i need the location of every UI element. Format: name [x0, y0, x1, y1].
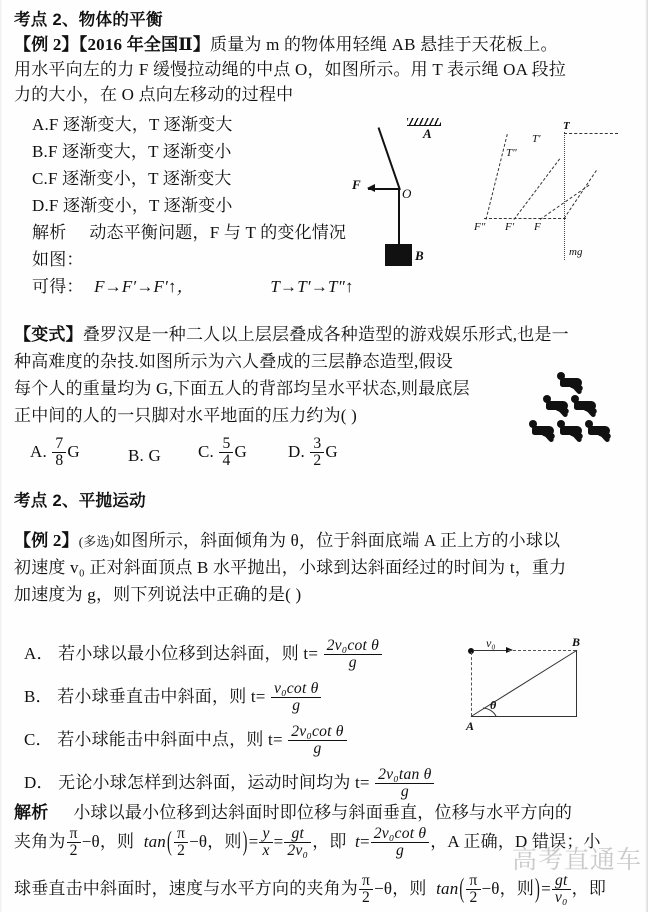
page-left-edge — [0, 0, 2, 912]
label-point-b: B — [415, 248, 424, 263]
solution-line2: 夹角为 $\frac{\pi}{2}$ −θ，则 tan( $\frac{\pi}{2}$ −θ，则)= $\frac{y}{x}$ = $\frac{gt}{\text{2v₀}}$ ，即 t= $\frac{\text{2v₀cot θ}}{g}$ ，A 正确，D 错误；小 — [14, 826, 601, 860]
option-d[interactable]: D.F 逐渐变小，T 逐渐变小 — [32, 196, 233, 215]
example-source: 【2016 年全国Ⅱ】 — [78, 35, 211, 54]
solution-p3-tail: ，即 — [571, 878, 607, 898]
projectile-option-a-letter: A． — [24, 643, 54, 663]
option-b[interactable]: B.F 逐渐变大，T 逐渐变小 — [32, 142, 232, 161]
pyramid-person-bottom-right — [584, 420, 611, 445]
variant-tag: 【变式】 — [14, 325, 83, 344]
fraction-pi-over-two-d: $\frac{\pi}{2}$ — [466, 873, 480, 907]
figure-rope-and-block — [352, 118, 486, 268]
projectile-option-a[interactable] — [24, 638, 383, 672]
solution-text1: 小球以最小位移到达斜面时即位移与斜面垂直，位移与水平方向的 — [73, 803, 573, 822]
projectile-multi-tag: (多选) — [78, 534, 115, 549]
label-vector-t-double-prime: T″ — [506, 147, 517, 159]
variant-line2: 种高难度的杂技.如图所示为六人叠成的三层静态造型,假设 — [14, 352, 453, 371]
label-vector-t: T — [563, 120, 570, 132]
fraction-pi-over-two-b: $\frac{\pi}{2}$ — [174, 826, 188, 860]
solution-p3-pre: 球垂直击中斜面时，速度与水平方向的夹角为 — [14, 878, 358, 898]
analysis-text-1: 动态平衡问题，F 与 T 的变化情况 — [89, 223, 347, 242]
projectile-example-tag: 【例 2】 — [14, 531, 79, 550]
label-vector-mg: mg — [569, 246, 583, 258]
label-vector-f-double-prime: F″ — [474, 221, 486, 233]
solution-p3-mid: −θ，则 — [374, 878, 427, 898]
solution-tan-label-2: tan — [436, 878, 459, 898]
formula-c-fraction: $\frac{\text{2v₀cot θ}}{g}$ — [288, 724, 346, 758]
result-label: 可得： — [32, 277, 84, 296]
force-f-arrowhead-icon — [367, 184, 375, 192]
label-point-o: O — [402, 186, 412, 201]
label-force-f: F — [352, 177, 361, 192]
section-heading-equilibrium: 考点 2、物体的平衡 — [14, 11, 163, 29]
projectile-stem-line1 — [14, 528, 639, 554]
variant-option-d-letter: D. — [288, 441, 305, 461]
vertical-dashed-line — [471, 652, 472, 716]
projectile-stem-text1: 如图所示，斜面倾角为 θ，位于斜面底端 A 正上方的小球以 — [114, 531, 561, 550]
section-heading-projectile: 考点 2、平抛运动 — [14, 492, 146, 510]
label-incline-theta: θ — [490, 698, 497, 712]
variant-text1: 叠罗汉是一种二人以上层层叠成各种造型的游戏娱乐形式,也是一 — [82, 325, 569, 344]
fraction-y-over-x: $\frac{y}{x}$ — [259, 826, 272, 860]
figure-vector-triangle — [470, 120, 640, 270]
label-incline-a: A — [466, 719, 475, 733]
paren-close-icon: ) — [242, 827, 248, 858]
formula-a-fraction: $\frac{\text{2v₀cot θ}}{g}$ — [324, 638, 382, 672]
analysis-line2: 如图： — [32, 250, 84, 269]
solution-then: ，即 — [312, 831, 347, 851]
solution-theta-term: −θ，则 — [189, 831, 242, 851]
projectile-option-b-letter: B． — [24, 686, 53, 706]
variant-option-c-unit: G — [234, 441, 247, 461]
projectile-option-a-text: 若小球以最小位移到达斜面，则 t= — [58, 643, 319, 663]
example-tag: 【例 2】 — [14, 35, 79, 54]
horizontal-dashed-line — [508, 650, 576, 651]
fraction-pi-over-two-a: $\frac{\pi}{2}$ — [67, 826, 81, 860]
projectile-option-b[interactable] — [24, 681, 322, 715]
example-stem-text1: 质量为 m 的物体用轻绳 AB 悬挂于天花板上。 — [210, 35, 558, 54]
vector-top-dashed — [564, 133, 618, 134]
vector-mg-line — [564, 132, 565, 260]
variant-option-b-letter: B. — [128, 446, 144, 465]
pyramid-person-bottom-left — [528, 420, 555, 445]
solution-line3: 球垂直击中斜面时，速度与水平方向的夹角为 $\frac{\pi}{2}$ −θ，则 tan( $\frac{\pi}{2}$ −θ，则)= $\frac{gt}{\text{v₀}}$ ，即 — [14, 873, 606, 907]
paren-close-icon-2: ) — [535, 874, 541, 905]
paren-open-icon: ( — [167, 827, 173, 858]
variant-option-b-unit: G — [148, 446, 161, 465]
variant-option-d-unit: G — [325, 441, 338, 461]
result-tension-chain: T→T′→T″↑ — [270, 277, 354, 296]
hanging-block — [385, 244, 412, 266]
solution-line1 — [14, 800, 644, 825]
label-vector-t-prime: T′ — [532, 133, 541, 145]
analysis-line1 — [32, 220, 346, 245]
pyramid-person-top — [556, 372, 583, 397]
fraction-t-solution: $\frac{\text{2v₀cot θ}}{g}$ — [371, 826, 429, 860]
label-initial-velocity: v₀ — [486, 636, 496, 650]
site-watermark: 高考直通车 — [511, 846, 642, 874]
label-vector-f: F — [534, 221, 541, 233]
result-force-chain: F→F′→F′↑， — [94, 277, 194, 296]
variant-option-c[interactable] — [198, 436, 247, 470]
fraction-gt-over-v0: $\frac{gt}{\text{v₀}}$ — [552, 873, 571, 907]
variant-option-d[interactable] — [288, 436, 338, 470]
fraction-seven-eighths: $\frac{7}{8}$ — [52, 436, 66, 470]
figure-human-pyramid — [524, 372, 634, 450]
projectile-option-d[interactable] — [24, 767, 435, 801]
paren-open-icon-2: ( — [459, 874, 465, 905]
projectile-option-c-letter: C． — [24, 729, 53, 749]
solution-p2-mid: −θ，则 — [81, 831, 135, 851]
formula-d-fraction: $\frac{\text{2v₀tan θ}}{g}$ — [375, 767, 434, 801]
projectile-option-d-letter: D． — [24, 772, 54, 792]
solution-label: 解析 — [14, 803, 49, 822]
pyramid-person-mid-left — [542, 395, 569, 420]
formula-b-fraction: $\frac{\text{v₀cot θ}}{g}$ — [271, 681, 321, 715]
variant-line4: 正中间的人的一只脚对水平地面的压力约为( ) — [14, 406, 357, 425]
solution-theta-term-2: −θ，则 — [481, 878, 535, 898]
variant-option-a[interactable] — [30, 436, 80, 470]
pyramid-person-mid-right — [570, 395, 597, 420]
projectile-option-c-text: 若小球能击中斜面中点，则 t= — [57, 729, 283, 749]
option-c[interactable]: C.F 逐渐变小，T 逐渐变大 — [32, 169, 232, 188]
fraction-gt-over-2v0: $\frac{gt}{\text{2v₀}}$ — [284, 826, 311, 860]
analysis-label-1: 解析 — [32, 223, 67, 242]
option-a[interactable]: A.F 逐渐变大，T 逐渐变大 — [32, 115, 233, 134]
vector-right-dashed — [564, 170, 597, 219]
variant-line3: 每个人的重量均为 G,下面五人的背部均呈水平状态,则最底层 — [14, 379, 470, 398]
example-stem-line2: 用水平向左的力 F 缓慢拉动绳的中点 O，如图所示。用 T 表示绳 OA 段拉 — [14, 60, 566, 79]
projectile-stem-line2: 初速度 v₀ 正对斜面顶点 B 水平抛出，小球到达斜面经过的时间为 t，重力 — [14, 558, 567, 577]
variant-option-b[interactable] — [128, 443, 161, 468]
solution-tan-label: tan — [143, 831, 167, 851]
incline-right-side — [576, 650, 577, 717]
result-line — [32, 274, 354, 299]
solution-p2-pre: 夹角为 — [14, 831, 66, 851]
projectile-option-d-text: 无论小球怎样到达斜面，运动时间均为 t= — [58, 772, 370, 792]
variant-option-a-unit: G — [67, 441, 80, 461]
projectile-option-b-text: 若小球垂直击中斜面，则 t= — [57, 686, 266, 706]
pyramid-person-bottom-center — [556, 420, 583, 445]
fraction-three-halves: $\frac{3}{2}$ — [310, 436, 324, 470]
vector-baseline — [484, 218, 566, 219]
variant-option-c-letter: C. — [198, 441, 214, 461]
example-stem-line3: 力的大小，在 O 点向左移动的过程中 — [14, 85, 294, 104]
projectile-option-c[interactable] — [24, 724, 348, 758]
fraction-pi-over-two-c: $\frac{\pi}{2}$ — [359, 873, 373, 907]
vector-t-double-prime — [486, 134, 508, 220]
solution-tail: ，A 正确，D 错误；小 — [430, 831, 601, 851]
ceiling-hatch-icon — [407, 118, 441, 126]
figure-inclined-plane — [462, 636, 637, 736]
variant-option-a-letter: A. — [30, 441, 47, 461]
projectile-stem-line3: 加速度为 g，则下列说法中正确的是( ) — [14, 585, 302, 604]
label-incline-b: B — [572, 635, 581, 649]
label-point-a: A — [423, 126, 432, 141]
example-stem-line1 — [14, 32, 634, 57]
rope-segment-ob — [398, 189, 400, 246]
rope-segment-oa — [378, 127, 401, 190]
fraction-five-fourths: $\frac{5}{4}$ — [219, 436, 233, 470]
label-vector-f-prime: F′ — [505, 221, 515, 233]
variant-line1 — [14, 322, 634, 347]
